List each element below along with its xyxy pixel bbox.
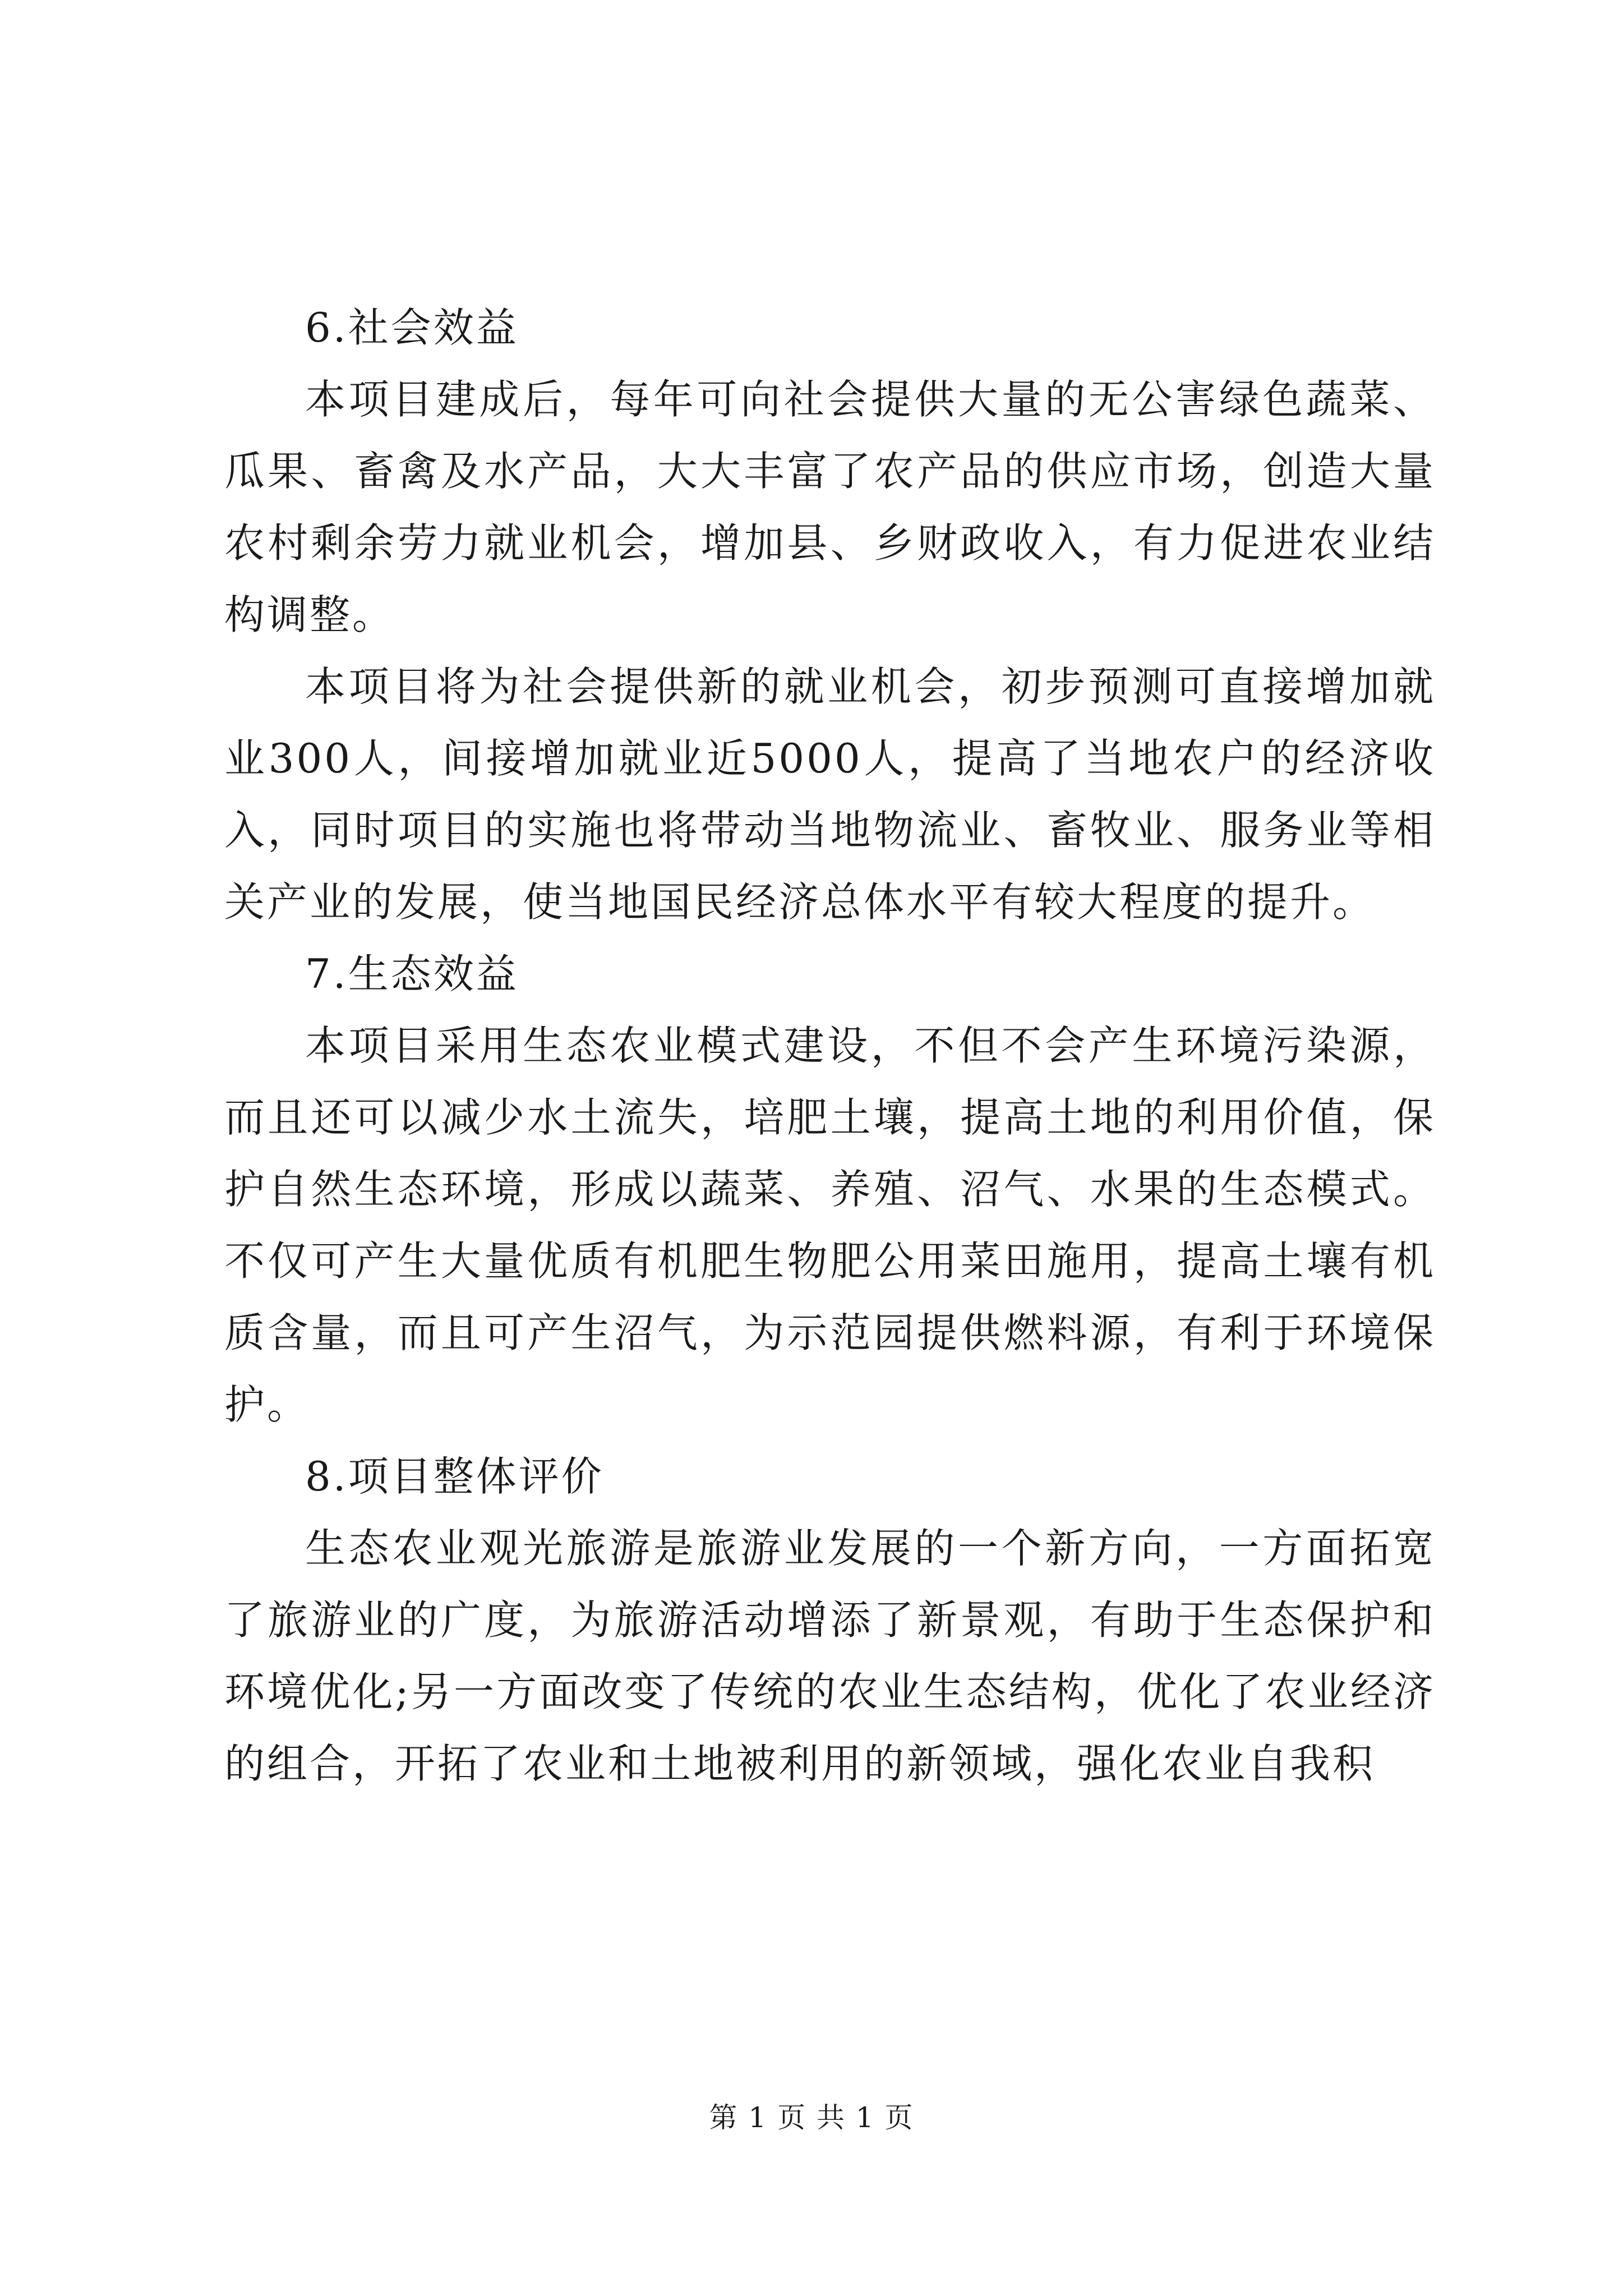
paragraph-overall-evaluation-1: 生态农业观光旅游是旅游业发展的一个新方向，一方面拓宽了旅游业的广度，为旅游活动增添了新景观，有助于生态保护和环境优化;另一方面改变了传统的农业生态结构，优化了农业经济的组合，开拓了农业和土地被利用的新领域，强化农业自我积 <box>224 1525 1436 1787</box>
page-number-label: 第 1 页 共 1 页 <box>709 2101 914 2134</box>
section-heading-social-benefit: 6.社会效益 <box>305 304 519 351</box>
paragraph-social-benefit-1: 本项目建成后，每年可向社会提供大量的无公害绿色蔬菜、瓜果、畜禽及水产品，大大丰富了农产品的供应市场，创造大量农村剩余劳力就业机会，增加县、乡财政收入，有力促进农业结构调整。 <box>224 376 1436 638</box>
section-heading-overall-evaluation: 8.项目整体评价 <box>305 1453 604 1500</box>
paragraph-ecological-benefit-1: 本项目采用生态农业模式建设，不但不会产生环境污染源，而且还可以减少水土流失，培肥土壤，提高土地的利用价值，保护自然生态环境，形成以蔬菜、养殖、沼气、水果的生态模式。不仅可产生大量优质有机肥生物肥公用菜田施用，提高土壤有机质含量，而且可产生沼气，为示范园提供燃料源，有利于环境保护。 <box>224 1022 1436 1428</box>
page-footer <box>0 2098 1623 2137</box>
document-body <box>224 292 1436 1800</box>
paragraph-social-benefit-2: 本项目将为社会提供新的就业机会，初步预测可直接增加就业300人，间接增加就业近5000人，提高了当地农户的经济收入，同时项目的实施也将带动当地物流业、畜牧业、服务业等相关产业的发展，使当地国民经济总体水平有较大程度的提升。 <box>224 663 1436 926</box>
section-heading-ecological-benefit: 7.生态效益 <box>305 950 519 997</box>
